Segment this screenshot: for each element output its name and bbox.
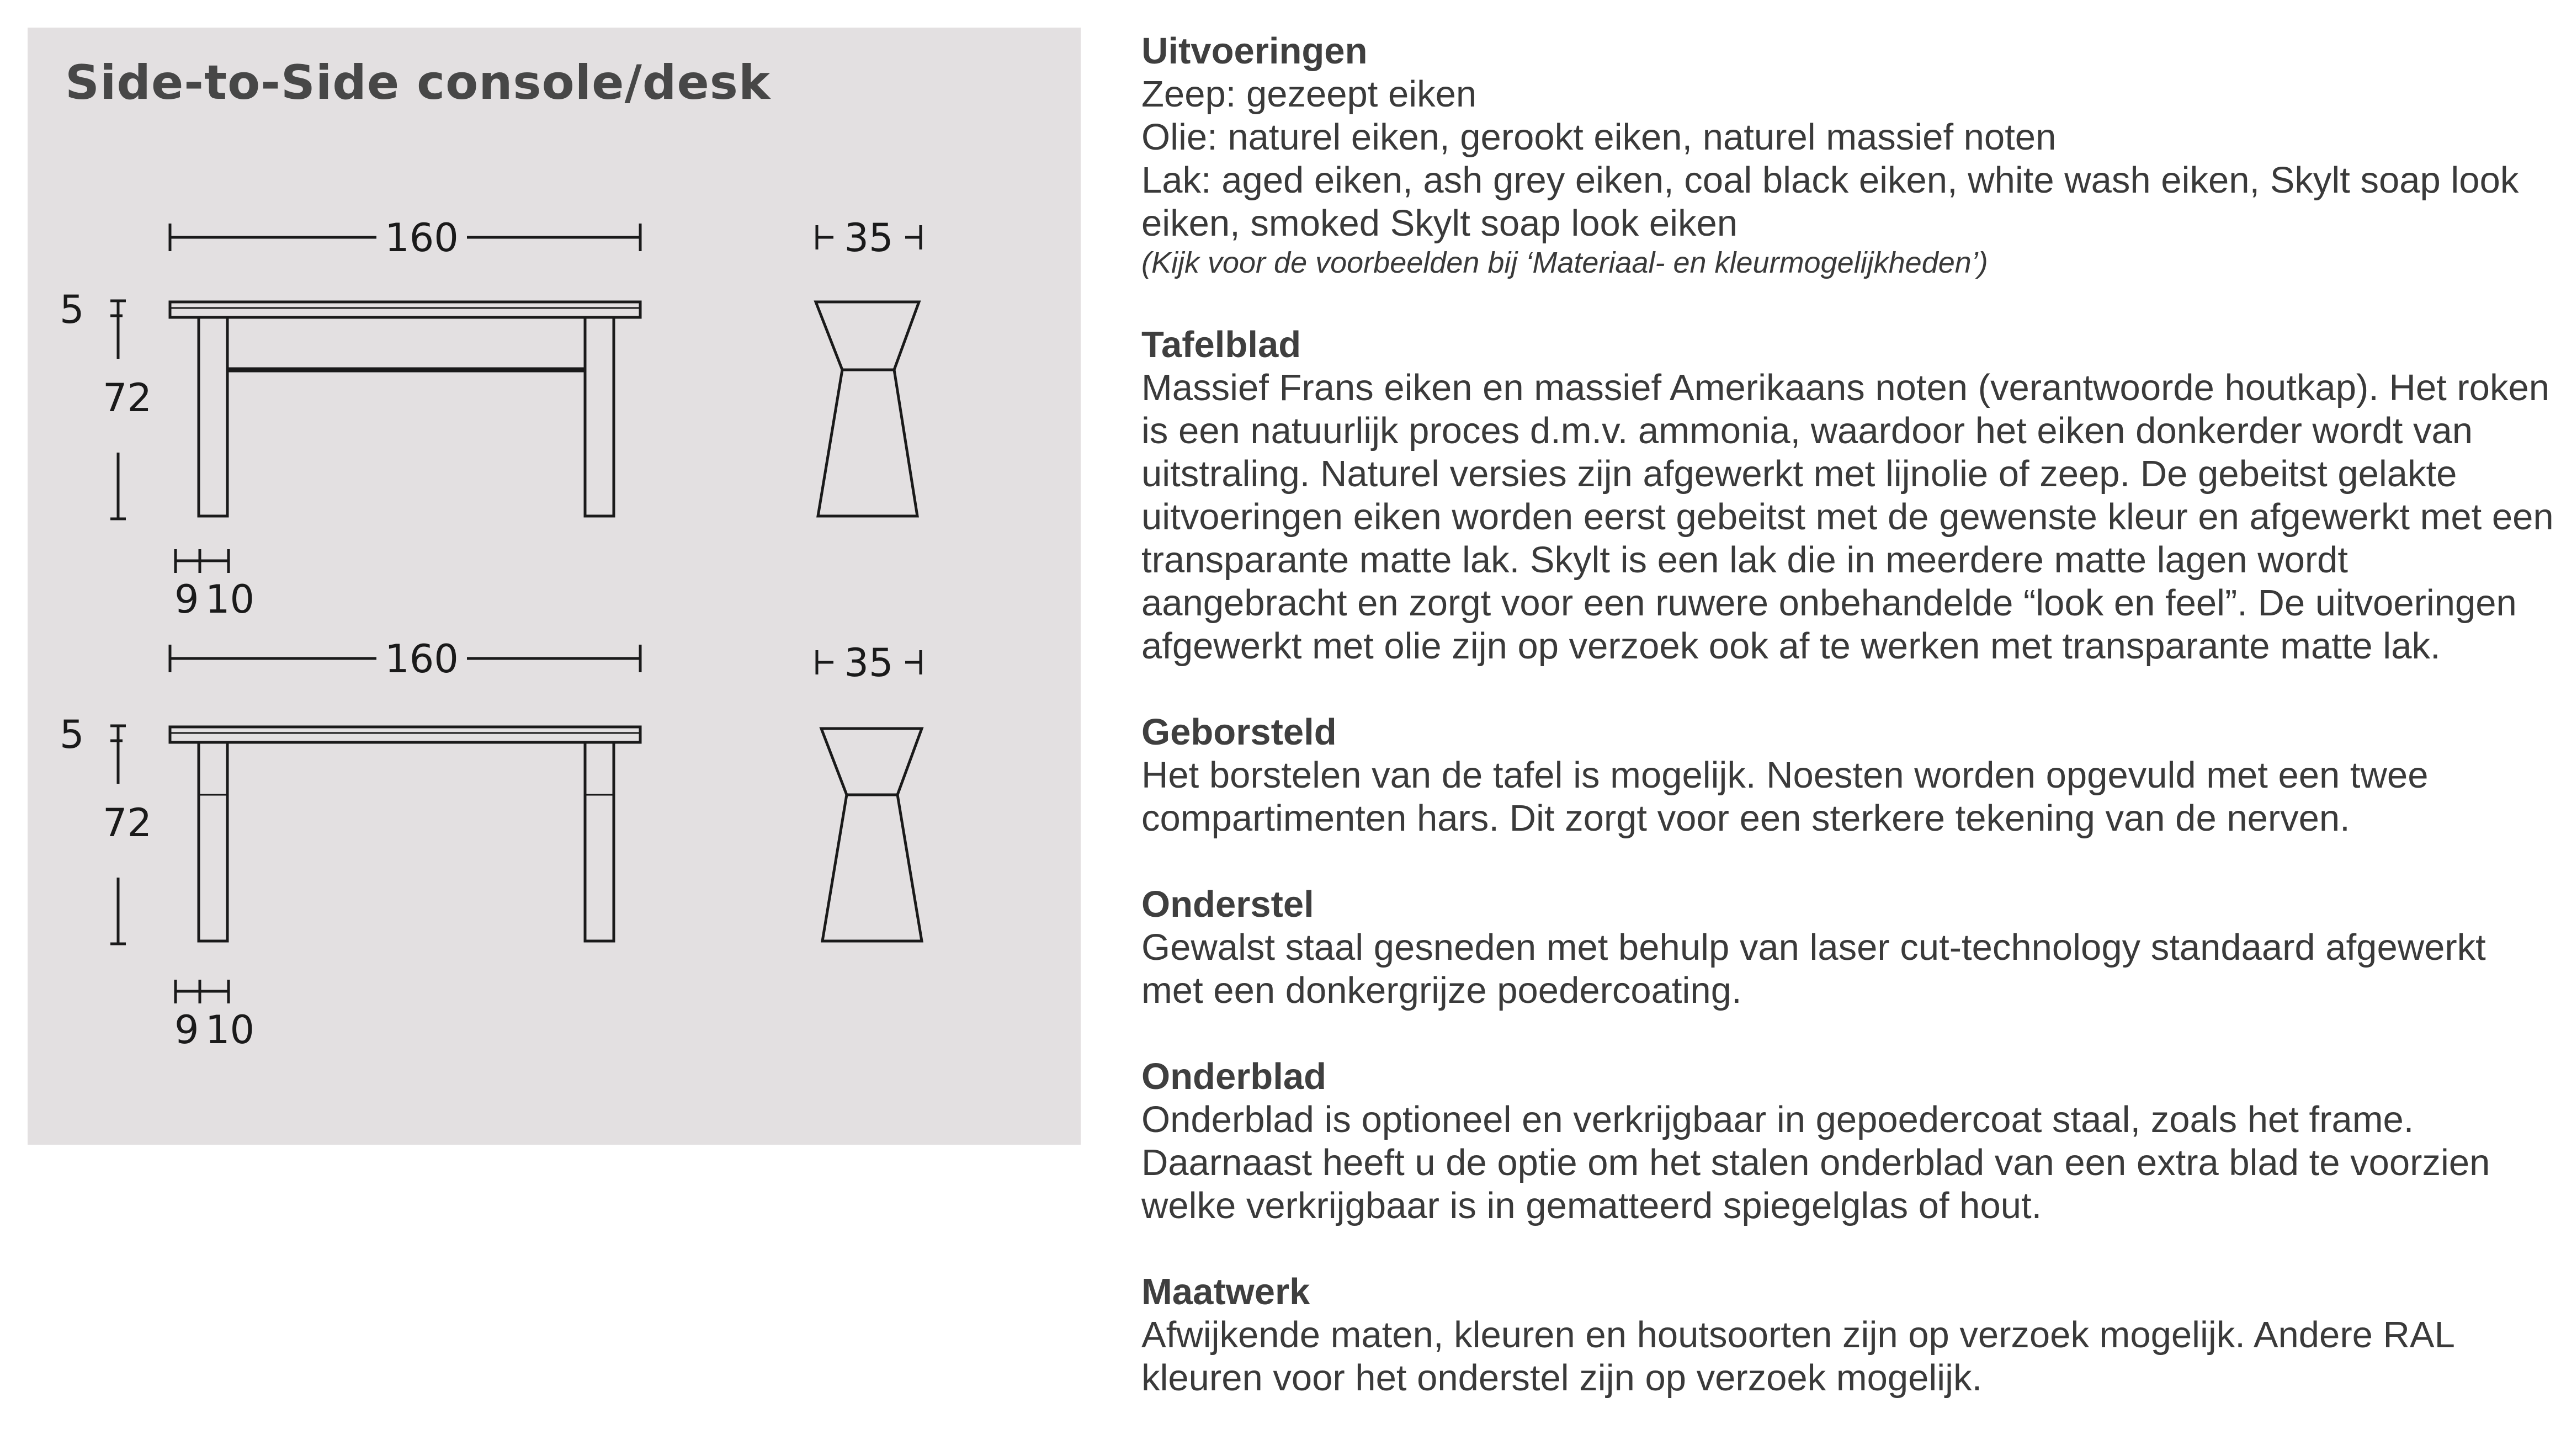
width-label: 160	[385, 215, 459, 261]
width-dimension	[170, 636, 640, 682]
height-dimensions	[60, 712, 152, 944]
specifications-column	[1141, 30, 2554, 1443]
section-tafelblad	[1141, 323, 2554, 668]
section-heading: Uitvoeringen	[1141, 30, 1368, 72]
technical-drawing	[28, 28, 1081, 1145]
height-dimensions	[60, 287, 152, 519]
section-maatwerk	[1141, 1271, 2554, 1400]
section-heading: Onderblad	[1141, 1056, 1327, 1097]
section-body: Gewalst staal gesneden met behulp van laser cut-technology standaard afgewerkt met een donkergrijze poedercoating.	[1141, 927, 2486, 1011]
top-thickness-label: 5	[60, 712, 84, 757]
section-heading: Maatwerk	[1141, 1271, 1310, 1312]
drawing-panel	[28, 28, 1081, 1145]
depth-dimension	[817, 640, 921, 686]
view-2	[60, 636, 922, 1053]
leg-dimensions	[174, 549, 254, 622]
section-onderblad	[1141, 1055, 2554, 1227]
section-heading: Geborsteld	[1141, 711, 1337, 753]
height-label: 72	[103, 375, 152, 421]
width-dimension	[170, 215, 640, 261]
top-thickness-label: 5	[60, 287, 84, 332]
leg-dimensions	[174, 980, 254, 1053]
leg-label-a: 9	[174, 1007, 199, 1053]
section-body: Afwijkende maten, kleuren en houtsoorten zijn op verzoek mogelijk. Andere RAL kleuren voor het onderstel zijn op verzoek mogelijk.	[1141, 1314, 2454, 1399]
panel-title: Side-to-Side console/desk	[65, 55, 771, 110]
front-view	[170, 302, 640, 516]
section-onderstel	[1141, 883, 2554, 1012]
front-view	[170, 727, 640, 941]
section-heading: Onderstel	[1141, 884, 1314, 925]
leg-label-a: 9	[174, 577, 199, 622]
section-uitvoeringen	[1141, 30, 2554, 280]
view-1	[60, 215, 921, 622]
finish-line-lak: Lak: aged eiken, ash grey eiken, coal black eiken, white wash eiken, Skylt soap look eiken, smoked Skylt soap look eiken	[1141, 160, 2519, 244]
width-label: 160	[385, 636, 459, 682]
section-body: Massief Frans eiken en massief Amerikaans noten (verantwoorde houtkap). Het roken is een natuurlijk proces d.m.v. ammonia, waardoor het eiken donkerder wordt van uitstraling. Naturel versies zijn afgewerkt met lijnolie of zeep. De gebeitst gelakte uitvoeringen eiken worden eerst gebeitst met de gewenste kleur en afgewerkt met een transparante matte lak. Skylt is een lak die in meerdere matte lagen wordt aangebracht en zorgt voor een ruwere onbehandelde “look en feel”. De uitvoeringen afgewerkt met olie zijn op verzoek ook af te werken met transparante matte lak.	[1141, 367, 2554, 667]
section-geborsteld	[1141, 711, 2554, 840]
finish-note: (Kijk voor de voorbeelden bij ‘Materiaal- en kleurmogelijkheden’)	[1141, 246, 1988, 279]
depth-dimension	[817, 215, 921, 261]
leg-label-b: 10	[205, 577, 255, 622]
section-heading: Tafelblad	[1141, 324, 1301, 365]
finish-line-zeep: Zeep: gezeept eiken	[1141, 73, 1477, 115]
side-view	[821, 729, 922, 941]
section-body: Het borstelen van de tafel is mogelijk. Noesten worden opgevuld met een twee compartimenten hars. Dit zorgt voor een sterkere tekening van de nerven.	[1141, 754, 2429, 839]
side-view	[816, 302, 919, 516]
depth-label: 35	[844, 640, 894, 686]
depth-label: 35	[844, 215, 894, 261]
finish-line-olie: Olie: naturel eiken, gerookt eiken, naturel massief noten	[1141, 116, 2057, 158]
height-label: 72	[103, 800, 152, 846]
section-body: Onderblad is optioneel en verkrijgbaar in gepoedercoat staal, zoals het frame. Daarnaast heeft u de optie om het stalen onderblad van een extra blad te voorzien welke verkrijgbaar is in gematteerd spiegelglas of hout.	[1141, 1099, 2490, 1226]
leg-label-b: 10	[205, 1007, 255, 1053]
